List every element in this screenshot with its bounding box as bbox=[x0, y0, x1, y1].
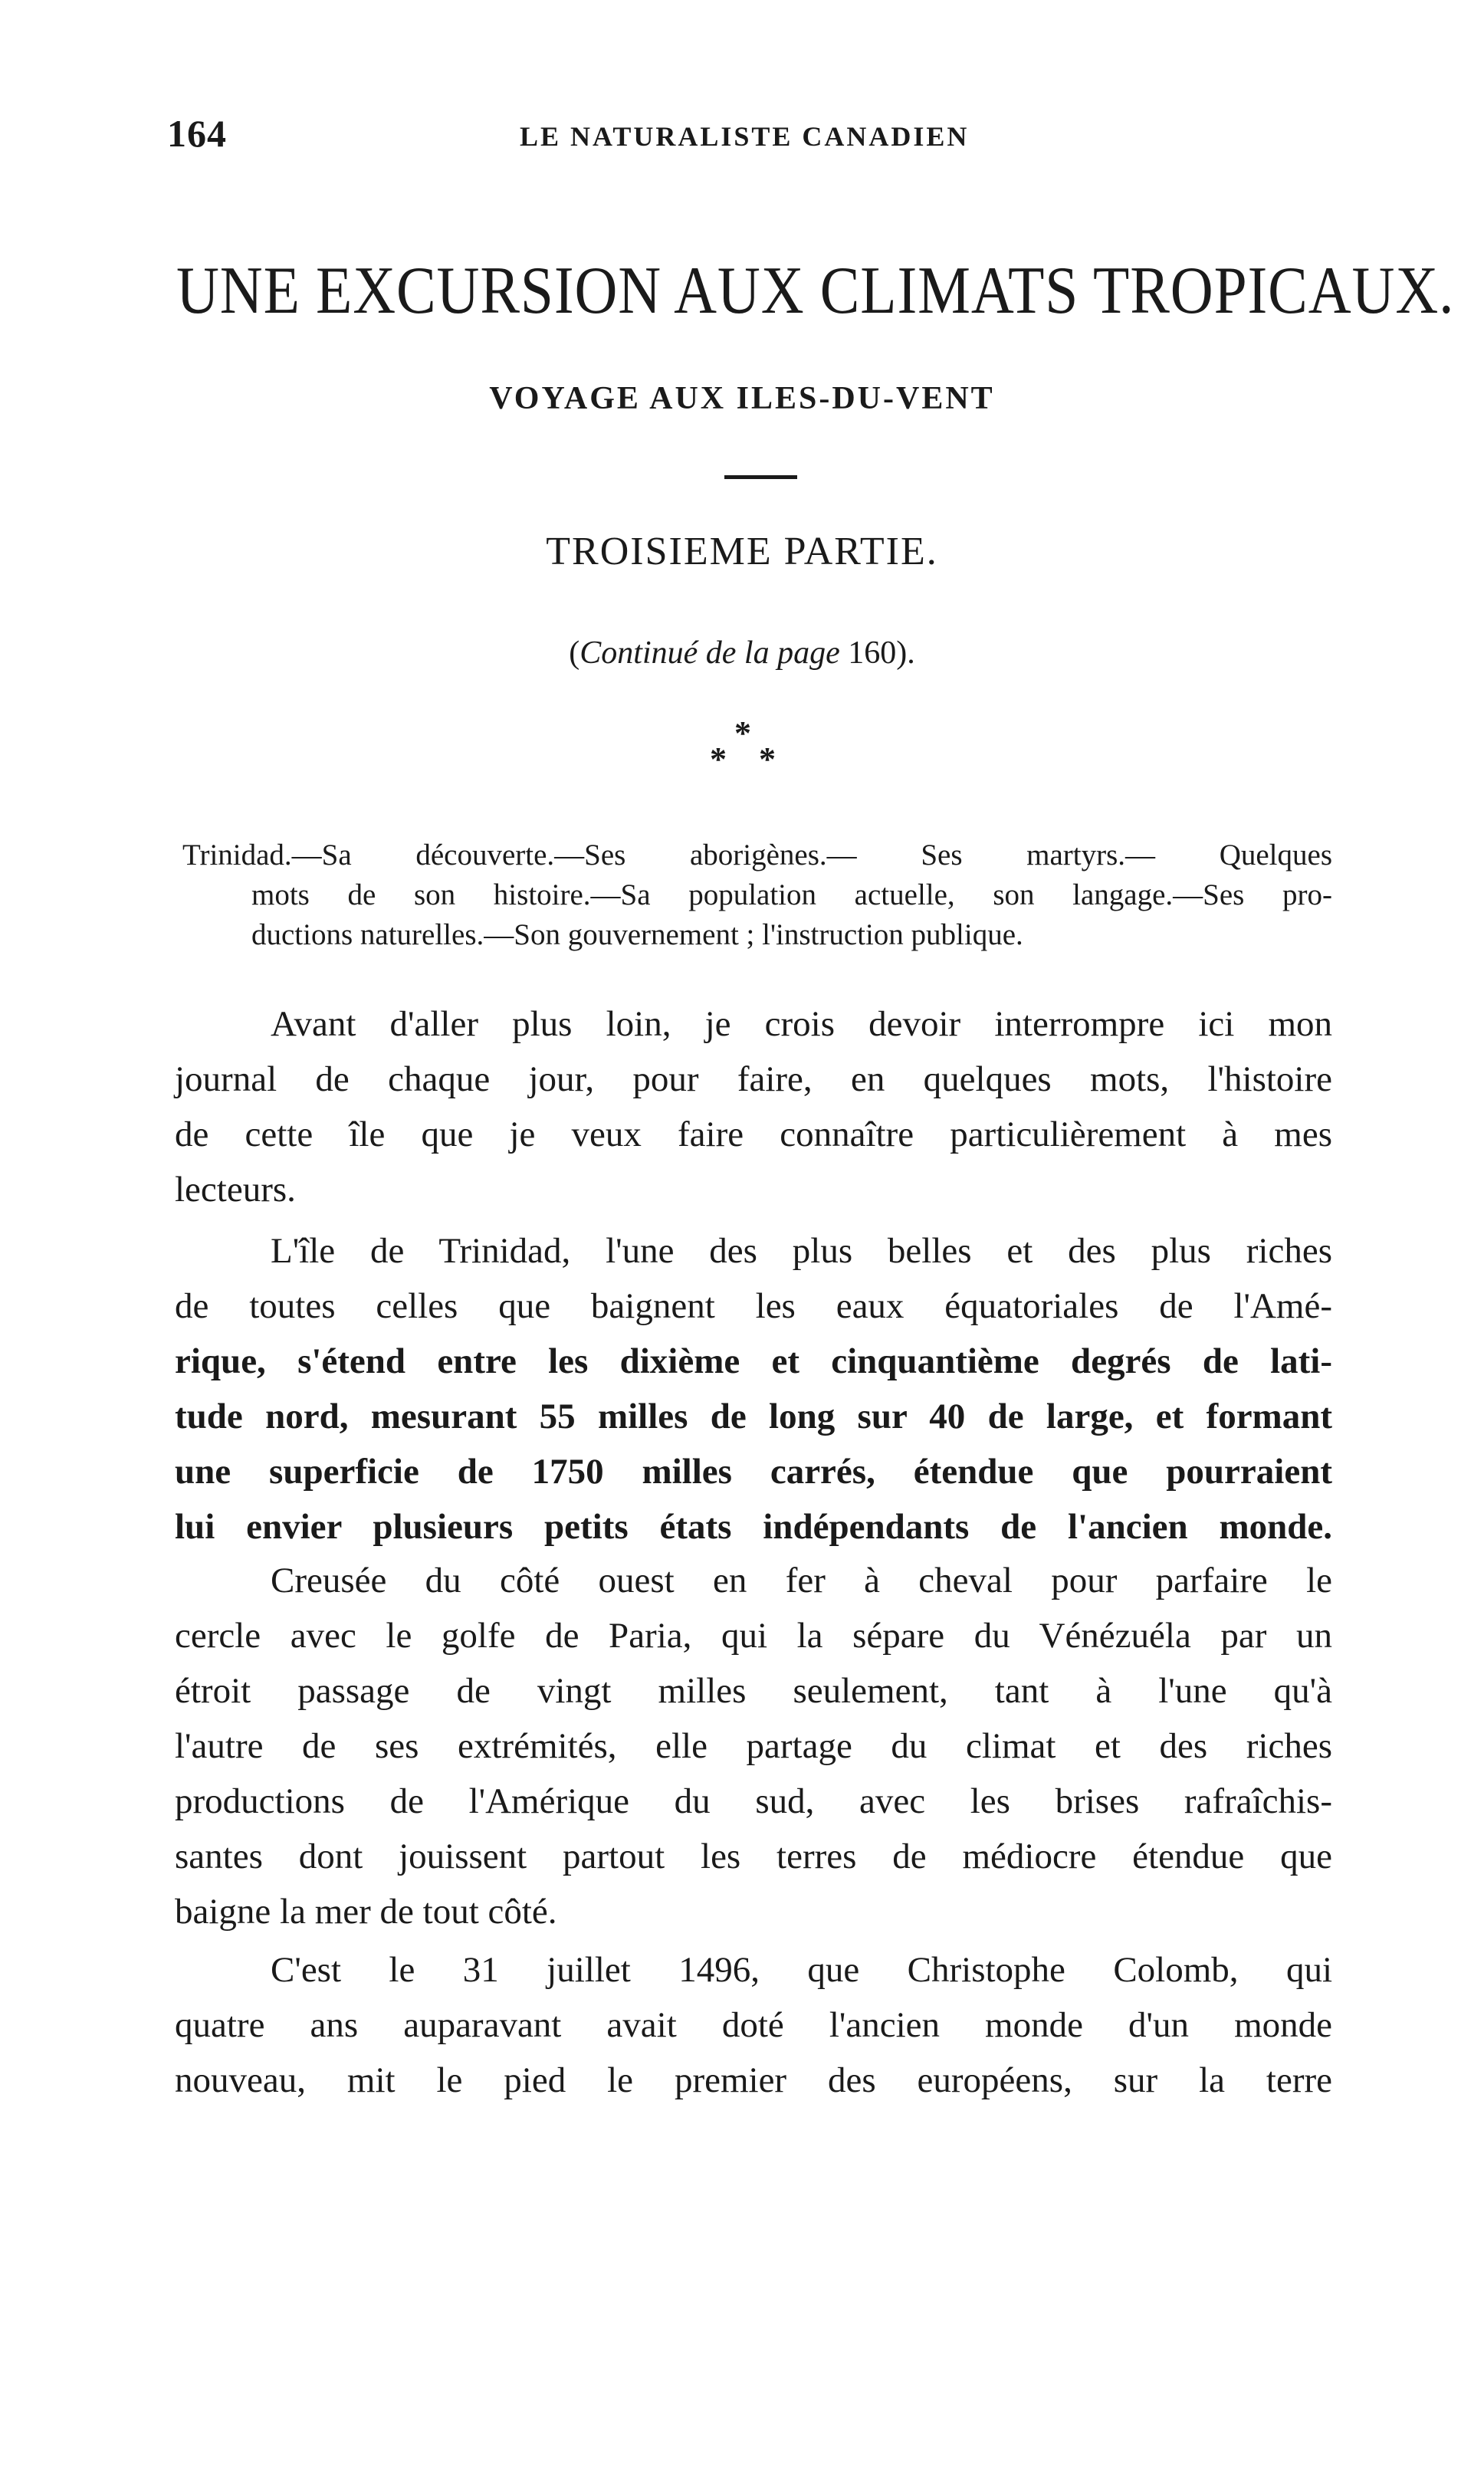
text-line: tude nord, mesurant 55 milles de long sur 40 de large, et formant bbox=[175, 1397, 1332, 1436]
paragraph bbox=[175, 1553, 1332, 1939]
asterism-star-right: * bbox=[759, 740, 776, 778]
text-line: lecteurs. bbox=[175, 1170, 296, 1210]
text-line: L'île de Trinidad, l'une des plus belles et des plus riches bbox=[271, 1231, 1332, 1271]
asterism-star-left: * bbox=[710, 740, 727, 778]
text-line: productions de l'Amérique du sud, avec les brises rafraîchis- bbox=[175, 1781, 1332, 1821]
summary-line: Trinidad.—Sa découverte.—Ses aborigènes.— Ses martyrs.— Quelques bbox=[182, 839, 1332, 872]
continuation-text: Continué de la page bbox=[579, 635, 840, 671]
summary-line: mots de son histoire.—Sa population actuelle, son langage.—Ses pro- bbox=[251, 878, 1332, 911]
continuation-page: 160 bbox=[848, 635, 897, 671]
section-rule bbox=[724, 475, 797, 479]
article-title: UNE EXCURSION AUX CLIMATS TROPICAUX. bbox=[176, 254, 1455, 328]
asterism bbox=[705, 714, 790, 793]
text-line: Avant d'aller plus loin, je crois devoir interrompre ici mon bbox=[271, 1004, 1332, 1044]
asterism-star-top: * bbox=[734, 714, 751, 752]
chapter-summary bbox=[182, 835, 1332, 955]
paragraph bbox=[175, 996, 1332, 1217]
text-line: Creusée du côté ouest en fer à cheval pour parfaire le bbox=[271, 1561, 1332, 1600]
text-line: l'autre de ses extrémités, elle partage du climat et des riches bbox=[175, 1726, 1332, 1766]
summary-line: ductions naturelles.—Son gouvernement ; l'instruction publique. bbox=[251, 918, 1023, 951]
text-line: journal de chaque jour, pour faire, en quelques mots, l'histoire bbox=[175, 1059, 1332, 1099]
part-heading: TROISIEME PARTIE. bbox=[546, 530, 938, 573]
page-number: 164 bbox=[167, 112, 227, 155]
text-line: nouveau, mit le pied le premier des européens, sur la terre bbox=[175, 2060, 1332, 2100]
text-line: santes dont jouissent partout les terres de médiocre étendue que bbox=[175, 1837, 1332, 1876]
paragraph bbox=[175, 1223, 1332, 1554]
text-line: C'est le 31 juillet 1496, que Christophe Colomb, qui bbox=[271, 1950, 1332, 1990]
paragraph bbox=[175, 1942, 1332, 2108]
continuation-note: (Continué de la page 160). bbox=[569, 635, 915, 671]
text-line: lui envier plusieurs petits états indépendants de l'ancien monde. bbox=[175, 1507, 1332, 1547]
text-line: étroit passage de vingt milles seulement, tant à l'une qu'à bbox=[175, 1671, 1332, 1711]
article-subtitle: VOYAGE AUX ILES-DU-VENT bbox=[489, 381, 995, 416]
text-line: cercle avec le golfe de Paria, qui la sépare du Vénézuéla par un bbox=[175, 1616, 1332, 1656]
text-line: de cette île que je veux faire connaître particulièrement à mes bbox=[175, 1114, 1332, 1154]
journal-title: LE NATURALISTE CANADIEN bbox=[520, 121, 970, 152]
text-line: rique, s'étend entre les dixième et cinquantième degrés de lati- bbox=[175, 1341, 1332, 1381]
text-line: une superficie de 1750 milles carrés, étendue que pourraient bbox=[175, 1452, 1332, 1492]
text-line: baigne la mer de tout côté. bbox=[175, 1892, 557, 1932]
text-line: de toutes celles que baignent les eaux équatoriales de l'Amé- bbox=[175, 1286, 1332, 1326]
running-head bbox=[167, 111, 1317, 165]
text-line: quatre ans auparavant avait doté l'ancien monde d'un monde bbox=[175, 2005, 1332, 2045]
